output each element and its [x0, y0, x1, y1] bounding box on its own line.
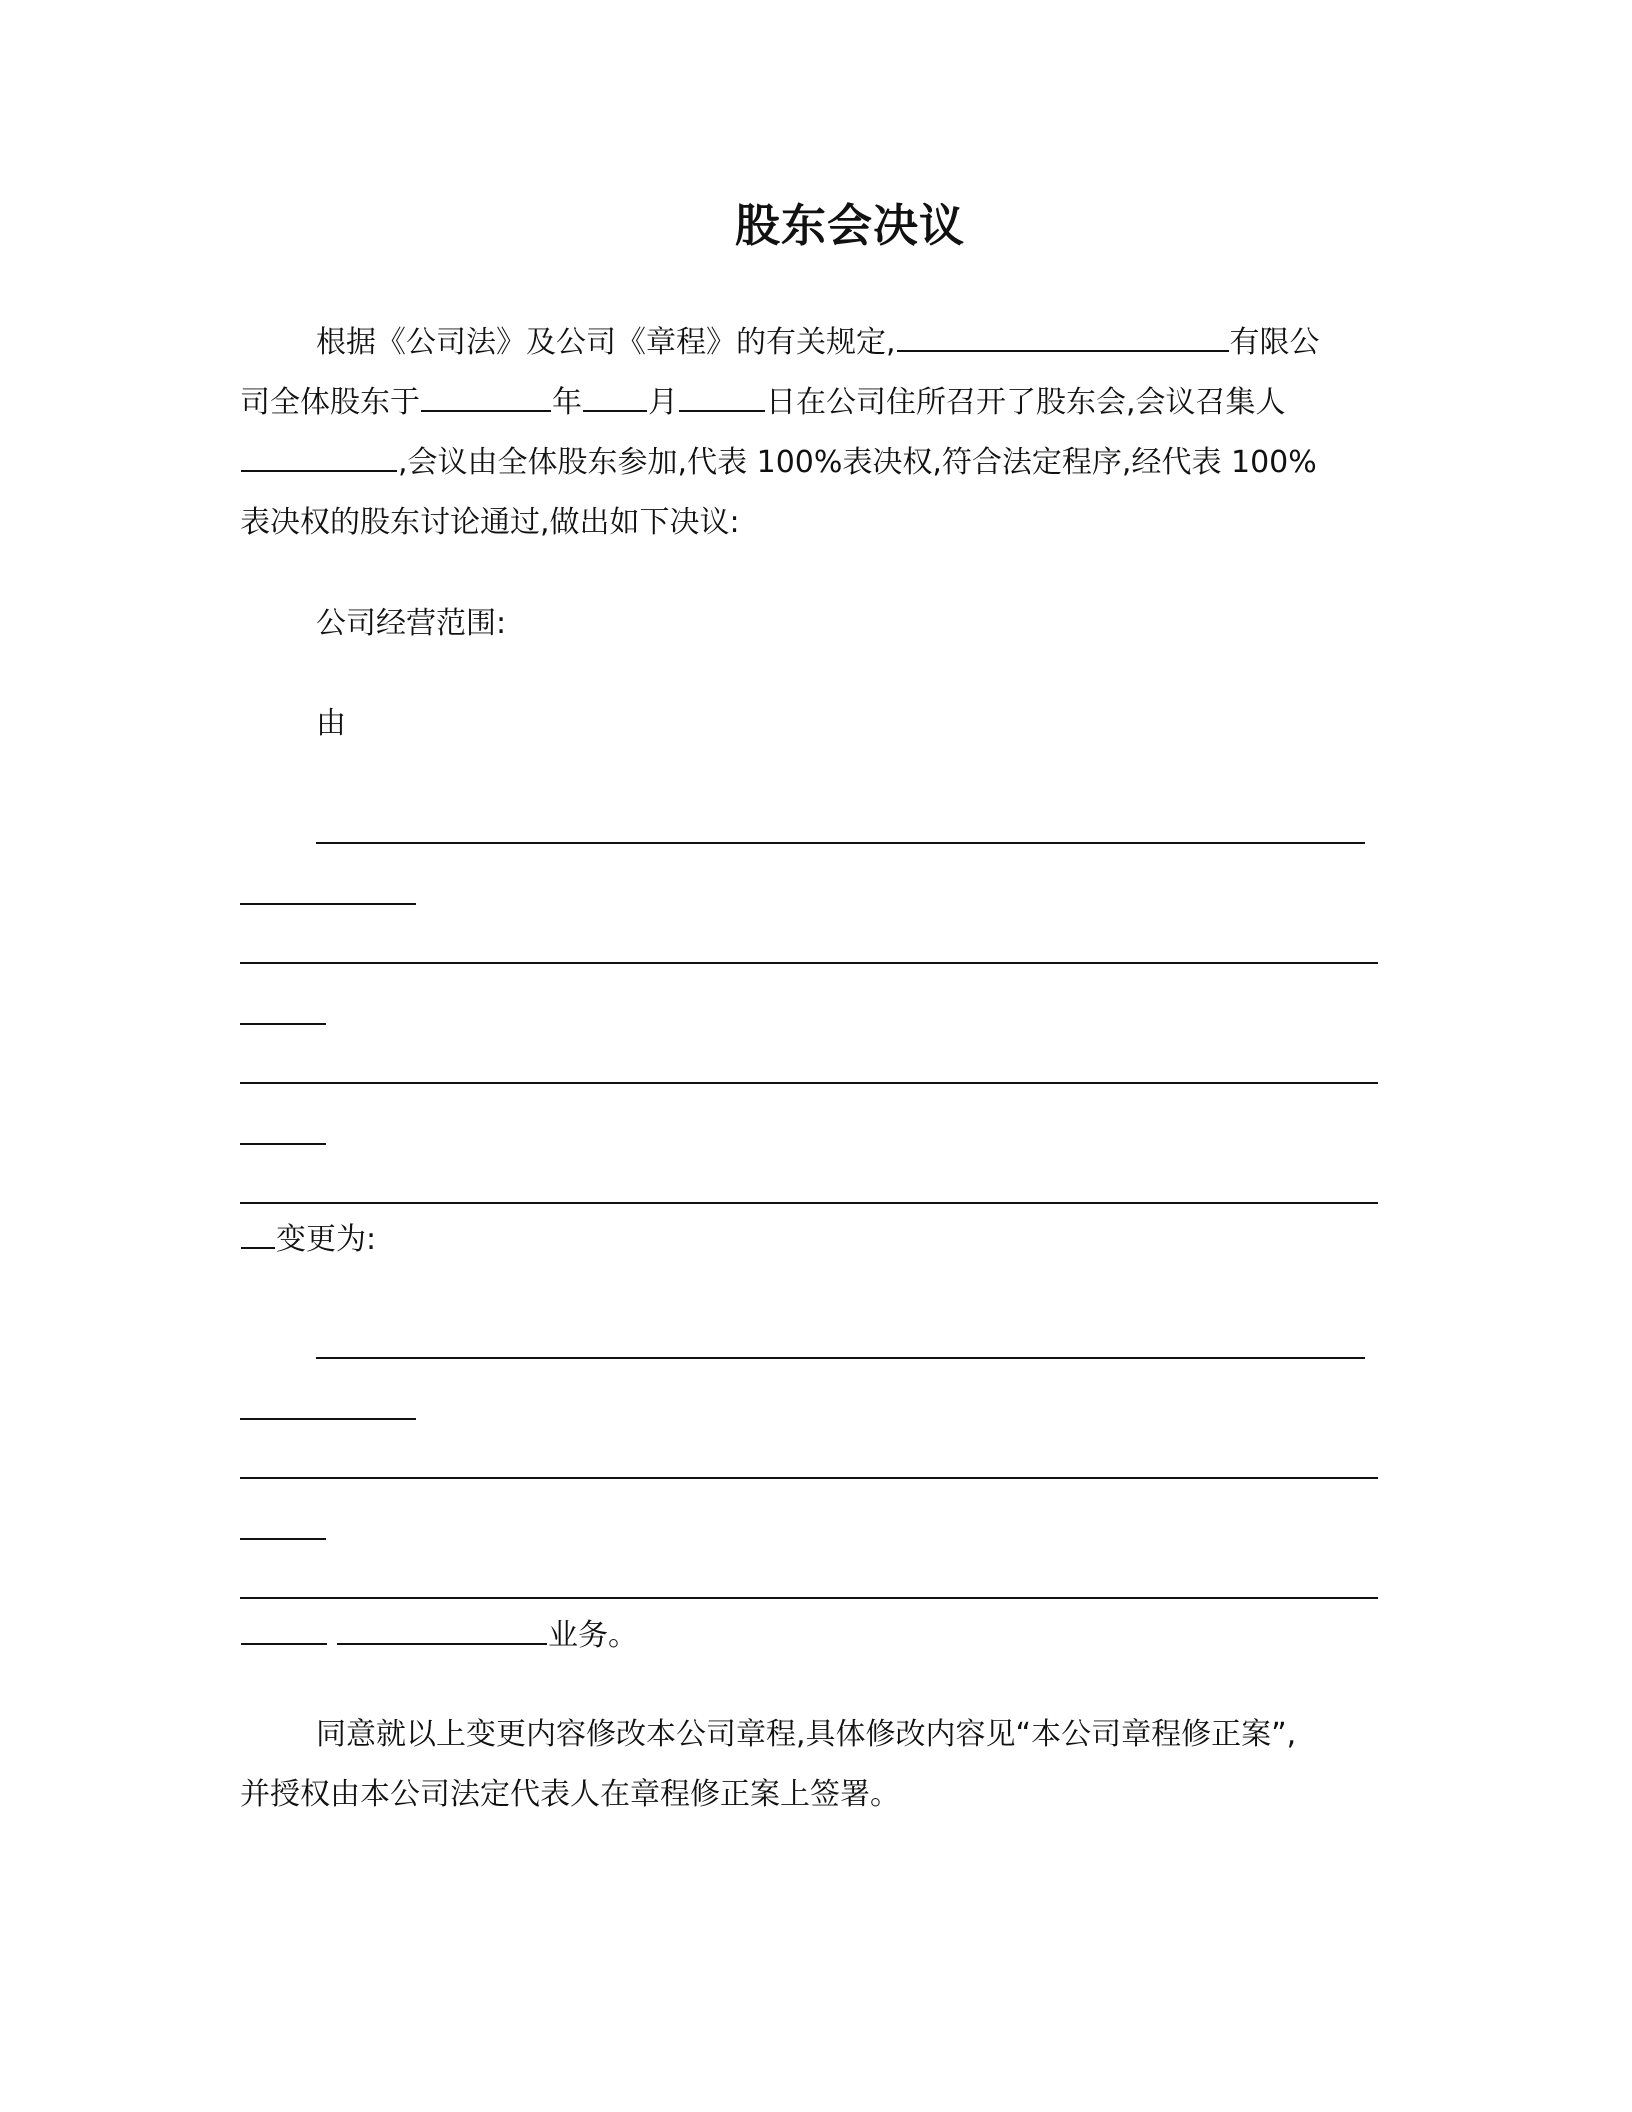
intro-line-2-a: 司全体股东于 [240, 385, 420, 420]
closing-line-2: 并授权由本公司法定代表人在章程修正案上签署。 [240, 1777, 900, 1812]
from-label: 由 [316, 706, 346, 741]
change-to-label: 变更为: [276, 1222, 377, 1257]
new-scope-line-3 [240, 1597, 1378, 1599]
new-scope-line-2 [240, 1477, 1378, 1479]
new-scope-line-1-cont [240, 1418, 416, 1420]
intro-line-1-prefix: 根据《公司法》及公司《章程》的有关规定, [316, 325, 896, 360]
original-scope-line-2 [240, 962, 1378, 964]
document-title: 股东会决议 [734, 199, 965, 252]
convener-blank [241, 469, 397, 472]
original-scope-line-2-cont [240, 1023, 326, 1025]
change-to-blank [241, 1246, 275, 1249]
year-blank [421, 409, 551, 412]
business-blank-1 [241, 1642, 327, 1645]
closing-line-1: 同意就以上变更内容修改本公司章程,具体修改内容见“本公司章程修正案”, [316, 1717, 1297, 1752]
scope-label: 公司经营范围: [316, 606, 507, 641]
intro-line-2 [240, 383, 1286, 423]
change-to-line [240, 1220, 376, 1260]
year-label: 年 [552, 385, 582, 420]
original-scope-line-3 [240, 1082, 1378, 1084]
month-blank [583, 409, 647, 412]
original-scope-line-1 [316, 842, 1365, 844]
original-scope-line-1-cont [240, 903, 416, 905]
intro-line-3-text: ,会议由全体股东参加,代表 100%表决权,符合法定程序,经代表 100% [398, 445, 1317, 480]
business-suffix: 业务。 [548, 1618, 638, 1653]
company-name-blank [897, 349, 1229, 352]
business-line [240, 1616, 638, 1656]
original-scope-line-4 [240, 1202, 1378, 1204]
intro-line-1-suffix: 有限公 [1229, 325, 1320, 360]
day-blank [679, 409, 765, 412]
new-scope-line-2-cont [240, 1538, 326, 1540]
intro-line-2-b: 日在公司住所召开了股东会,会议召集人 [766, 385, 1286, 420]
intro-line-1 [316, 323, 1320, 363]
business-blank-2 [337, 1642, 547, 1645]
month-label: 月 [648, 385, 678, 420]
intro-line-3 [240, 443, 1317, 483]
original-scope-line-3-cont [240, 1143, 326, 1145]
new-scope-line-1 [316, 1357, 1365, 1359]
intro-line-4: 表决权的股东讨论通过,做出如下决议: [240, 505, 740, 540]
